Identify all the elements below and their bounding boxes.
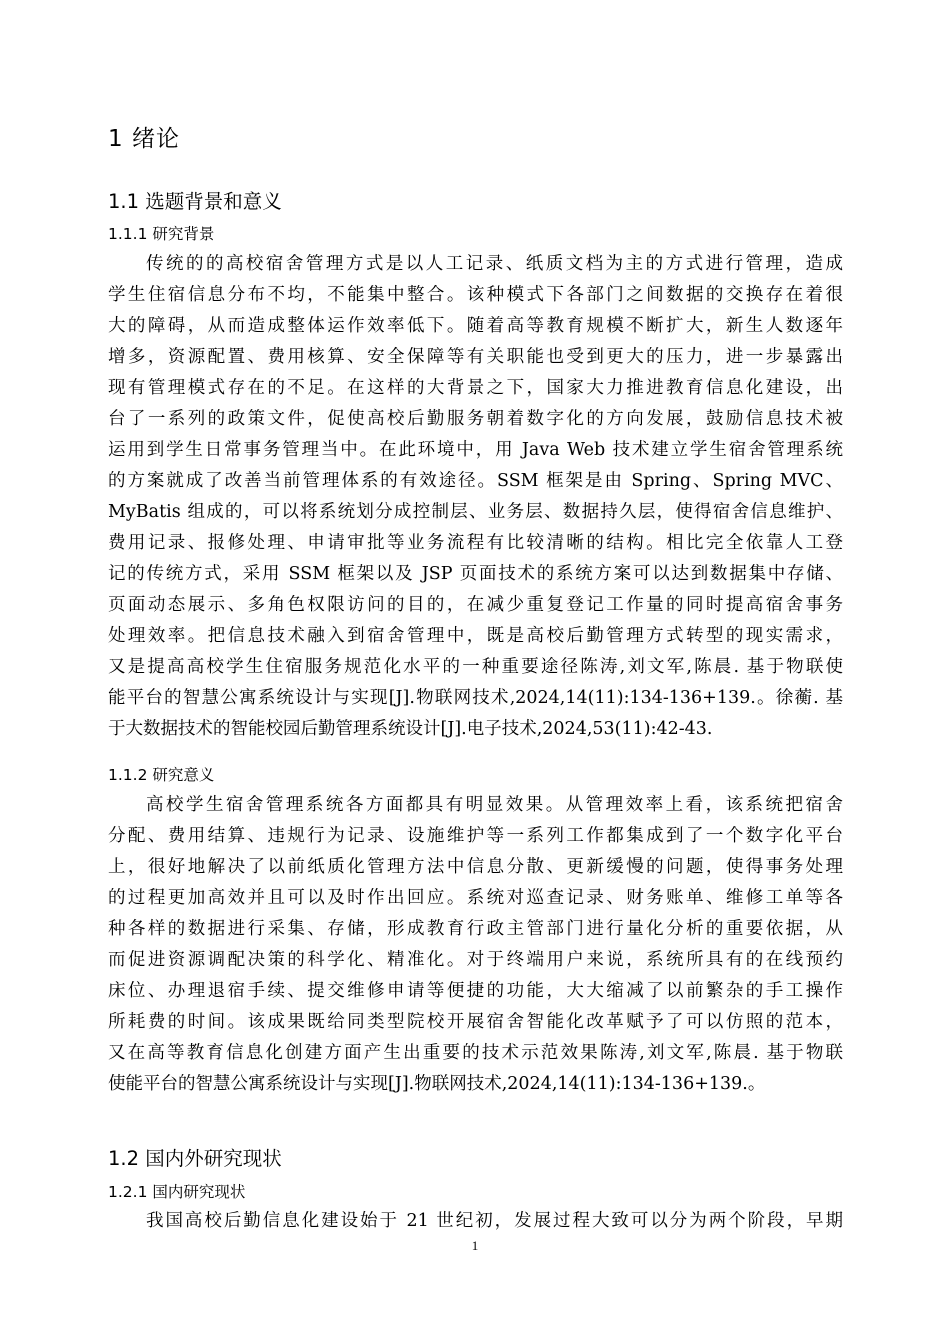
text-line: 费用记录、报修处理、申请审批等业务流程有比较清晰的结构。相比完全依靠人工登 xyxy=(108,533,843,553)
text-line: 种各样的数据进行采集、存储，形成教育行政主管部门进行量化分析的重要依据，从 xyxy=(108,919,843,939)
text-line: 高校学生宿舍管理系统各方面都具有明显效果。从管理效率上看，该系统把宿舍 xyxy=(146,795,843,815)
paragraph-domestic-research xyxy=(108,1206,843,1237)
text-line: 我国高校后勤信息化建设始于 21 世纪初，发展过程大致可以分为两个阶段，早期 xyxy=(146,1211,843,1231)
subsection-title-1-1-2: 1.1.2 研究意义 xyxy=(108,766,215,784)
text-line: 现有管理模式存在的不足。在这样的大背景之下，国家大力推进教育信息化建设，出 xyxy=(108,378,843,398)
text-line: 运用到学生日常事务管理当中。在此环境中，用 Java Web 技术建立学生宿舍管理系统 xyxy=(108,440,843,460)
text-line: 增多，资源配置、费用核算、安全保障等有关职能也受到更大的压力，进一步暴露出 xyxy=(108,347,843,367)
text-line: 台了一系列的政策文件，促使高校后勤服务朝着数字化的方向发展，鼓励信息技术被 xyxy=(108,409,843,429)
section-title-1-1: 1.1 选题背景和意义 xyxy=(108,190,282,213)
text-line: 所耗费的时间。该成果既给同类型院校开展宿舍智能化改革赋予了可以仿照的范本， xyxy=(108,1012,843,1032)
text-line: 的方案就成了改善当前管理体系的有效途径。SSM 框架是由 Spring、Spring MVC、 xyxy=(108,471,843,491)
paragraph-research-significance xyxy=(108,790,843,1100)
text-line: 床位、办理退宿手续、提交维修申请等便捷的功能，大大缩减了以前繁杂的手工操作 xyxy=(108,981,843,1001)
text-line: 分配、费用结算、违规行为记录、设施维护等一系列工作都集成到了一个数字化平台 xyxy=(108,826,843,846)
text-line: 大的障碍，从而造成整体运作效率低下。随着高等教育规模不断扩大，新生人数逐年 xyxy=(108,316,843,336)
chapter-title: 1 绪论 xyxy=(108,126,180,152)
text-line: 又在高等教育信息化创建方面产生出重要的技术示范效果陈涛,刘文军,陈晨. 基于物联 xyxy=(108,1043,843,1063)
text-line: 上，很好地解决了以前纸质化管理方法中信息分散、更新缓慢的问题，使得事务处理 xyxy=(108,857,843,877)
text-line: 又是提高高校学生住宿服务规范化水平的一种重要途径陈涛,刘文军,陈晨. 基于物联使 xyxy=(108,657,843,677)
text-line: 而促进资源调配决策的科学化、精准化。对于终端用户来说，系统所具有的在线预约 xyxy=(108,950,843,970)
text-line: 的过程更加高效并且可以及时作出回应。系统对巡查记录、财务账单、维修工单等各 xyxy=(108,888,843,908)
subsection-title-1-1-1: 1.1.1 研究背景 xyxy=(108,225,215,243)
text-line: 使能平台的智慧公寓系统设计与实现[J].物联网技术,2024,14(11):134-136+139.。 xyxy=(108,1074,766,1094)
text-line: 于大数据技术的智能校园后勤管理系统设计[J].电子技术,2024,53(11):42-43. xyxy=(108,719,713,739)
paragraph-research-background xyxy=(108,249,843,745)
text-line: 页面动态展示、多角色权限访问的目的，在减少重复登记工作量的同时提高宿舍事务 xyxy=(108,595,843,615)
section-title-1-2: 1.2 国内外研究现状 xyxy=(108,1147,282,1170)
text-line: 记的传统方式，采用 SSM 框架以及 JSP 页面技术的系统方案可以达到数据集中存储、 xyxy=(108,564,843,584)
subsection-title-1-2-1: 1.2.1 国内研究现状 xyxy=(108,1183,246,1201)
text-line: 学生住宿信息分布不均，不能集中整合。该种模式下各部门之间数据的交换存在着很 xyxy=(108,285,843,305)
page-number: 1 xyxy=(471,1238,479,1253)
text-line: MyBatis 组成的，可以将系统划分成控制层、业务层、数据持久层，使得宿舍信息维护、 xyxy=(108,502,843,522)
text-line: 能平台的智慧公寓系统设计与实现[J].物联网技术,2024,14(11):134-136+139.。徐蘅. 基 xyxy=(108,688,843,708)
text-line: 传统的的高校宿舍管理方式是以人工记录、纸质文档为主的方式进行管理，造成 xyxy=(146,254,843,274)
text-line: 处理效率。把信息技术融入到宿舍管理中，既是高校后勤管理方式转型的现实需求， xyxy=(108,626,843,646)
